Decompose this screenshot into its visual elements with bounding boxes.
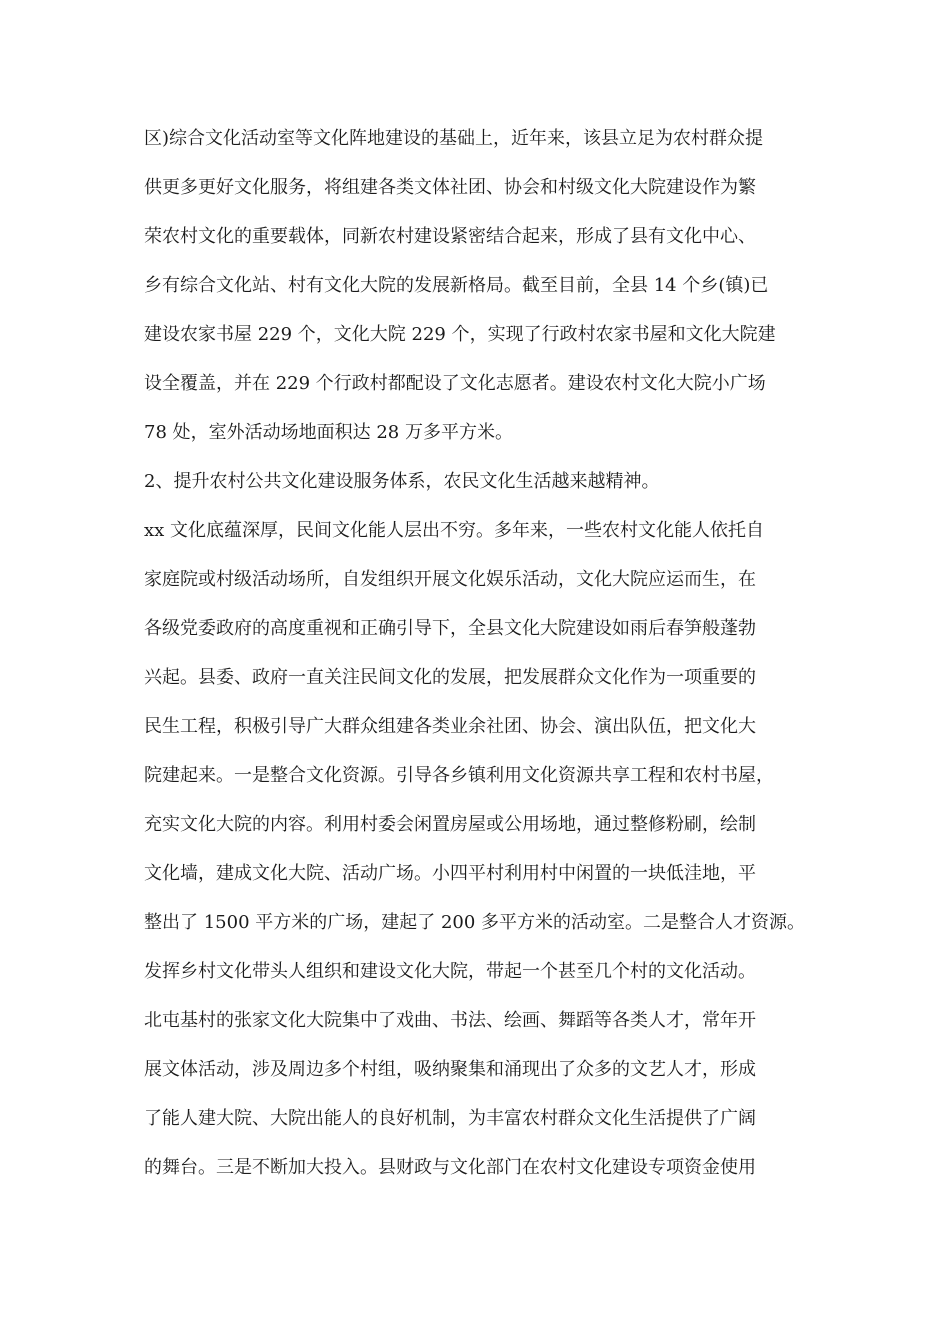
text-line: 家庭院或村级活动场所，自发组织开展文化娱乐活动，文化大院应运而生，在 <box>144 569 756 590</box>
section-heading: 2、提升农村公共文化建设服务体系，农民文化生活越来越精神。 <box>144 471 660 492</box>
text-line: 供更多更好文化服务，将组建各类文体社团、协会和村级文化大院建设作为繁 <box>144 177 756 198</box>
text-line: 文化墙，建成文化大院、活动广场。小四平村利用村中闲置的一块低洼地，平 <box>144 863 756 884</box>
text-line: 民生工程，积极引导广大群众组建各类业余社团、协会、演出队伍，把文化大 <box>144 716 756 737</box>
text-line: 北屯基村的张家文化大院集中了戏曲、书法、绘画、舞蹈等各类人才，常年开 <box>144 1010 756 1031</box>
text-line: 整出了 1500 平方米的广场，建起了 200 多平方米的活动室。二是整合人才资源。 <box>144 912 806 933</box>
text-line: 各级党委政府的高度重视和正确引导下，全县文化大院建设如雨后春笋般蓬勃 <box>144 618 756 639</box>
text-line: 乡有综合文化站、村有文化大院的发展新格局。截至目前，全县 14 个乡(镇)已 <box>144 275 769 296</box>
text-line: 建设农家书屋 229 个，文化大院 229 个，实现了行政村农家书屋和文化大院建 <box>144 324 776 345</box>
text-line: 的舞台。三是不断加大投入。县财政与文化部门在农村文化建设专项资金使用 <box>144 1157 756 1178</box>
text-line: 78 处，室外活动场地面积达 28 万多平方米。 <box>144 422 513 443</box>
body-text <box>144 114 816 1192</box>
text-line: xx 文化底蕴深厚，民间文化能人层出不穷。多年来，一些农村文化能人依托自 <box>144 520 765 541</box>
text-line: 发挥乡村文化带头人组织和建设文化大院，带起一个甚至几个村的文化活动。 <box>144 961 756 982</box>
text-line: 区)综合文化活动室等文化阵地建设的基础上，近年来，该县立足为农村群众提 <box>144 128 764 149</box>
text-line: 兴起。县委、政府一直关注民间文化的发展，把发展群众文化作为一项重要的 <box>144 667 756 688</box>
text-line: 展文体活动，涉及周边多个村组，吸纳聚集和涌现出了众多的文艺人才，形成 <box>144 1059 756 1080</box>
text-line: 了能人建大院、大院出能人的良好机制，为丰富农村群众文化生活提供了广阔 <box>144 1108 756 1129</box>
text-line: 设全覆盖，并在 229 个行政村都配设了文化志愿者。建设农村文化大院小广场 <box>144 373 766 394</box>
text-line: 充实文化大院的内容。利用村委会闲置房屋或公用场地，通过整修粉刷，绘制 <box>144 814 756 835</box>
text-line: 荣农村文化的重要载体，同新农村建设紧密结合起来，形成了县有文化中心、 <box>144 226 756 247</box>
text-line: 院建起来。一是整合文化资源。引导各乡镇利用文化资源共享工程和农村书屋， <box>144 765 774 786</box>
